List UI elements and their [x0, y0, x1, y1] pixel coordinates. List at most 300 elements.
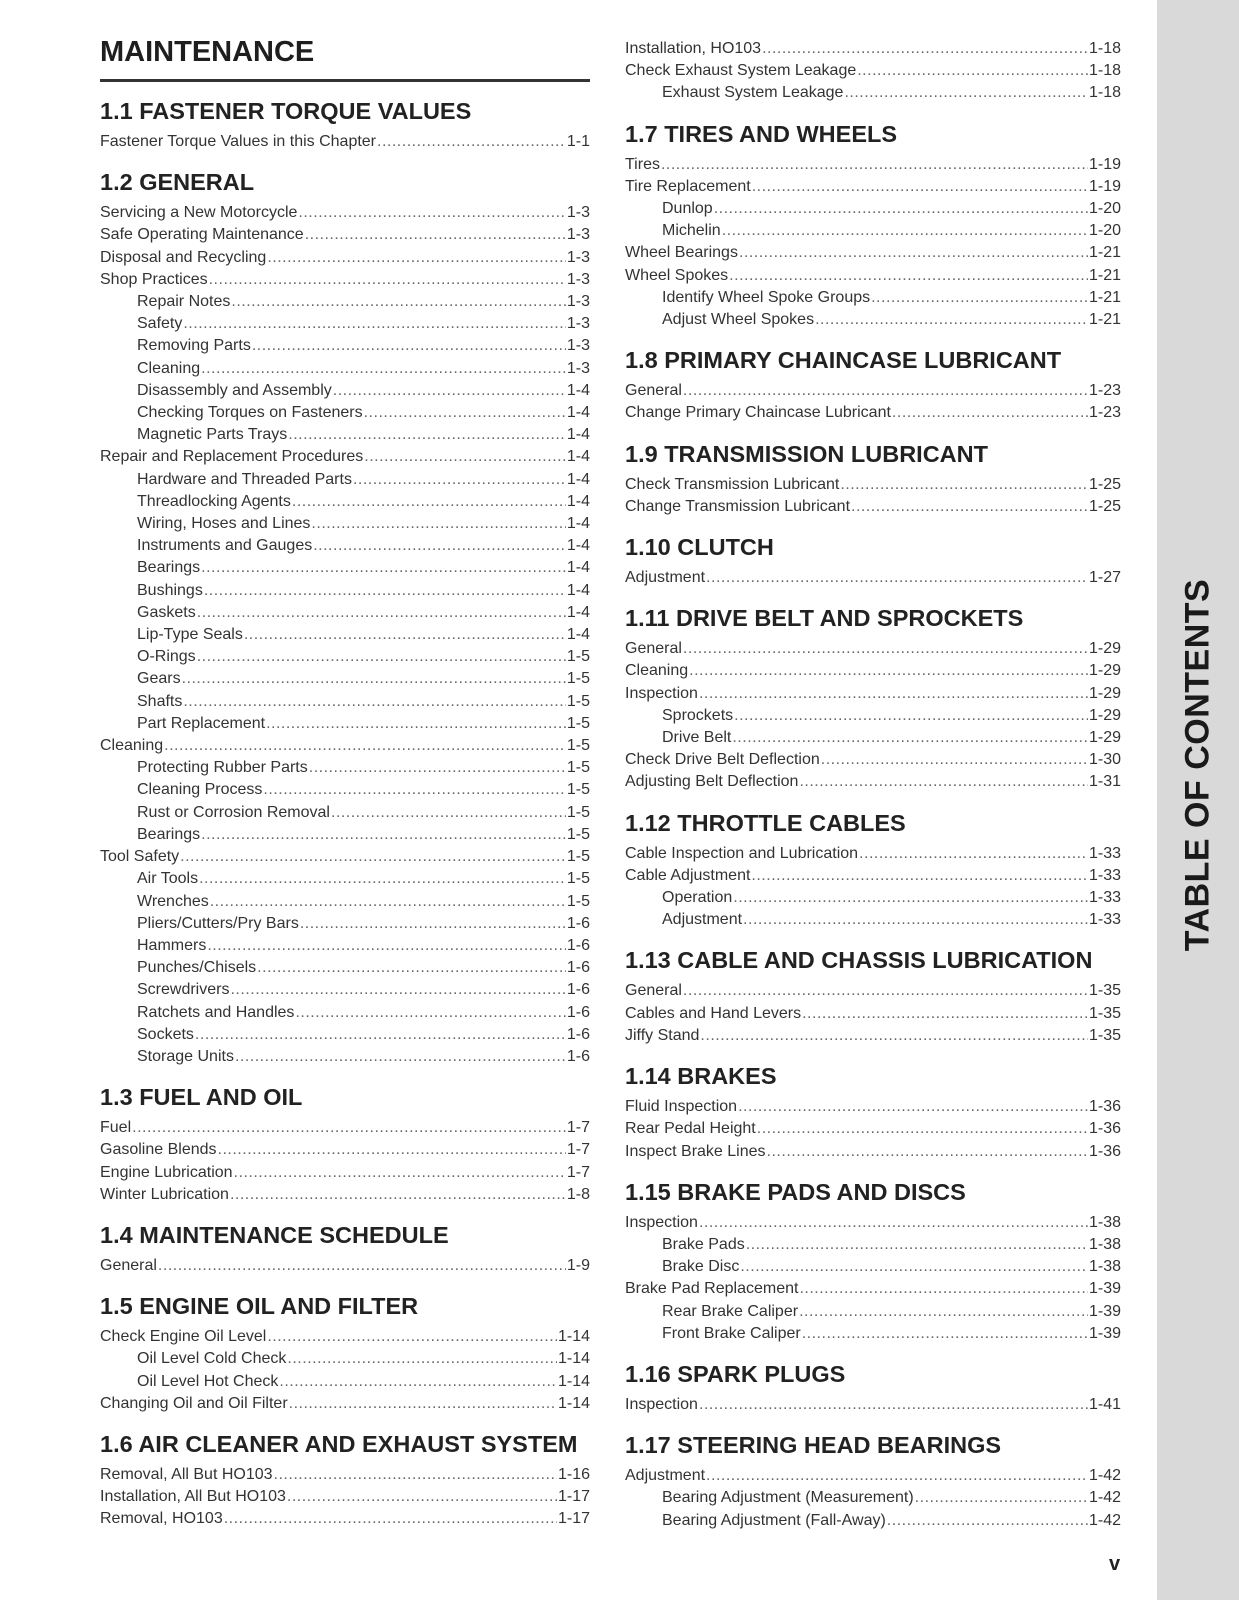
toc-entry-title: Repair Notes — [137, 293, 231, 311]
toc-entry-page: 1-36 — [1088, 1142, 1121, 1160]
toc-entry[interactable] — [100, 713, 590, 735]
toc-entry-title: Adjust Wheel Spokes — [662, 311, 815, 329]
toc-entry-page: 1-6 — [566, 981, 590, 999]
toc-entry-page: 1-21 — [1088, 311, 1121, 329]
section-heading[interactable]: 1.15 BRAKE PADS AND DISCS — [625, 1178, 966, 1205]
toc-entry-page: 1-18 — [1088, 84, 1121, 102]
toc-entry[interactable] — [100, 735, 590, 757]
toc-entry[interactable] — [100, 624, 590, 646]
toc-entry[interactable] — [100, 1508, 590, 1530]
toc-entry[interactable] — [100, 913, 590, 935]
dot-leader — [305, 224, 566, 246]
toc-entry-title: Check Drive Belt Deflection — [625, 751, 820, 769]
dot-leader — [840, 474, 1088, 496]
toc-entry-page: 1-9 — [566, 1256, 590, 1274]
toc-entry-page: 1-14 — [557, 1350, 590, 1368]
toc-entry-page: 1-42 — [1088, 1489, 1121, 1507]
toc-entry[interactable] — [100, 313, 590, 335]
dot-leader — [757, 1118, 1088, 1140]
dot-leader — [311, 513, 565, 535]
dot-leader — [183, 691, 566, 713]
dot-leader — [182, 668, 566, 690]
toc-entry-title: Gaskets — [137, 603, 196, 621]
toc-entry[interactable] — [625, 843, 1121, 865]
dot-leader — [231, 291, 566, 313]
toc-entry-page: 1-5 — [566, 714, 590, 732]
dot-leader — [132, 1117, 566, 1139]
toc-entry[interactable] — [100, 557, 590, 579]
dot-leader — [267, 1326, 557, 1348]
toc-entry-title: Wheel Bearings — [625, 244, 738, 262]
dot-leader — [746, 1234, 1088, 1256]
toc-entry[interactable] — [100, 402, 590, 424]
toc-entry-title: Check Engine Oil Level — [100, 1328, 267, 1346]
dot-leader — [230, 979, 565, 1001]
dot-leader — [279, 1371, 557, 1393]
toc-entry-title: Fuel — [100, 1119, 132, 1137]
dot-leader — [234, 1162, 566, 1184]
toc-entry[interactable] — [625, 154, 1121, 176]
continued-entries — [625, 38, 1121, 105]
dot-leader — [289, 1393, 557, 1415]
toc-entry-page: 1-5 — [566, 670, 590, 688]
toc-entry-title: Tool Safety — [100, 848, 180, 866]
toc-entry[interactable] — [100, 1002, 590, 1024]
toc-entry-title: Safety — [137, 315, 183, 333]
toc-entry-title: Adjustment — [625, 1467, 706, 1485]
dot-leader — [287, 1348, 557, 1370]
dot-leader — [298, 202, 565, 224]
toc-entry-page: 1-36 — [1088, 1120, 1121, 1138]
dot-leader — [743, 909, 1088, 931]
toc-entry[interactable] — [100, 513, 590, 535]
toc-entry-page: 1-6 — [566, 1003, 590, 1021]
dot-leader — [699, 1394, 1088, 1416]
toc-entry-title: Winter Lubrication — [100, 1185, 229, 1203]
dot-leader — [739, 242, 1088, 264]
toc-entry-page: 1-42 — [1088, 1511, 1121, 1529]
section-heading[interactable]: 1.9 TRANSMISSION LUBRICANT — [625, 440, 988, 467]
toc-entry[interactable] — [625, 474, 1121, 496]
toc-entry[interactable] — [625, 727, 1121, 749]
toc-entry[interactable] — [100, 358, 590, 380]
dot-leader — [699, 1212, 1088, 1234]
left-sections — [100, 98, 590, 1531]
dot-leader — [915, 1487, 1088, 1509]
toc-entry[interactable] — [100, 1139, 590, 1161]
toc-entry[interactable] — [625, 1025, 1121, 1047]
toc-entry[interactable] — [100, 602, 590, 624]
toc-entry[interactable] — [100, 1464, 590, 1486]
toc-entry[interactable] — [100, 691, 590, 713]
dot-leader — [851, 496, 1088, 518]
toc-entry-page: 1-20 — [1088, 200, 1121, 218]
toc-entry-title: Sprockets — [662, 706, 734, 724]
dot-leader — [244, 624, 566, 646]
toc-entry-title: Identify Wheel Spoke Groups — [662, 288, 871, 306]
toc-entry[interactable] — [625, 1118, 1121, 1140]
toc-entry-title: Engine Lubrication — [100, 1163, 233, 1181]
toc-entry-page: 1-5 — [566, 870, 590, 888]
toc-entry-page: 1-17 — [557, 1510, 590, 1528]
dot-leader — [683, 980, 1088, 1002]
toc-entry-page: 1-38 — [1088, 1235, 1121, 1253]
dot-leader — [333, 380, 566, 402]
dot-leader — [377, 131, 566, 153]
toc-entry-title: Instruments and Gauges — [137, 537, 313, 555]
dot-leader — [733, 887, 1088, 909]
toc-entry-page: 1-35 — [1088, 1026, 1121, 1044]
toc-entry[interactable] — [625, 1096, 1121, 1118]
toc-entry[interactable] — [625, 865, 1121, 887]
toc-entry-page: 1-5 — [566, 803, 590, 821]
toc-entry-title: Inspection — [625, 1213, 698, 1231]
toc-entry-title: Bearing Adjustment (Measurement) — [662, 1489, 914, 1507]
toc-entry-title: Servicing a New Motorcycle — [100, 204, 298, 222]
dot-leader — [738, 1096, 1088, 1118]
toc-entry-page: 1-14 — [557, 1372, 590, 1390]
dot-leader — [844, 82, 1088, 104]
toc-entry-page: 1-21 — [1088, 266, 1121, 284]
toc-entry-title: Installation, HO103 — [625, 40, 762, 57]
toc-entry-page: 1-33 — [1088, 866, 1121, 884]
toc-entry-page: 1-6 — [566, 914, 590, 932]
toc-entry-title: Removal, All But HO103 — [100, 1465, 273, 1483]
section-heading[interactable]: 1.14 BRAKES — [625, 1063, 777, 1090]
toc-entry[interactable] — [100, 269, 590, 291]
toc-entry-page: 1-29 — [1088, 706, 1121, 724]
dot-leader — [799, 771, 1088, 793]
toc-entry[interactable] — [625, 38, 1121, 60]
toc-entry[interactable] — [625, 496, 1121, 518]
toc-entry[interactable] — [100, 1184, 590, 1206]
section-heading[interactable]: 1.6 AIR CLEANER AND EXHAUST SYSTEM — [100, 1430, 578, 1457]
toc-entry-title: Michelin — [662, 222, 721, 240]
toc-entry-page: 1-29 — [1088, 729, 1121, 747]
toc-entry-page: 1-1 — [566, 133, 590, 150]
toc-entry-title: Bushings — [137, 581, 203, 599]
toc-entry-title: Tire Replacement — [625, 177, 751, 195]
toc-entry[interactable] — [625, 638, 1121, 660]
toc-entry[interactable] — [625, 1278, 1121, 1300]
toc-entry-title: Screwdrivers — [137, 981, 230, 999]
toc-entry[interactable] — [100, 1326, 590, 1348]
toc-entry[interactable] — [100, 469, 590, 491]
toc-entry[interactable] — [625, 1323, 1121, 1345]
side-tab-label: TABLE OF CONTENTS — [1178, 578, 1217, 952]
toc-entry-title: Change Transmission Lubricant — [625, 497, 851, 515]
dot-leader — [201, 824, 566, 846]
toc-entry[interactable] — [100, 846, 590, 868]
toc-entry-page: 1-4 — [566, 581, 590, 599]
toc-entry-title: Check Exhaust System Leakage — [625, 62, 857, 80]
dot-leader — [266, 713, 566, 735]
toc-entry-page: 1-35 — [1088, 982, 1121, 1000]
toc-entry-title: Adjustment — [625, 569, 706, 587]
toc-entry-title: Change Primary Chaincase Lubricant — [625, 404, 891, 422]
toc-entry[interactable] — [625, 309, 1121, 331]
toc-entry-page: 1-39 — [1088, 1302, 1121, 1320]
toc-entry[interactable] — [625, 380, 1121, 402]
dot-leader — [204, 580, 566, 602]
toc-entry[interactable] — [625, 82, 1121, 104]
dot-leader — [313, 535, 566, 557]
toc-entry-title: Part Replacement — [137, 714, 266, 732]
dot-leader — [815, 309, 1088, 331]
toc-entry-title: Hardware and Threaded Parts — [137, 470, 352, 488]
toc-entry[interactable] — [100, 131, 590, 153]
dot-leader — [734, 705, 1088, 727]
toc-entry-title: Cable Adjustment — [625, 866, 751, 884]
toc-entry-title: Rear Pedal Height — [625, 1120, 756, 1138]
toc-entry-page: 1-39 — [1088, 1280, 1121, 1298]
toc-entry[interactable] — [625, 198, 1121, 220]
toc-entry-page: 1-23 — [1088, 382, 1121, 400]
toc-entry[interactable] — [100, 957, 590, 979]
dot-leader — [199, 868, 566, 890]
toc-entry[interactable] — [100, 491, 590, 513]
toc-entry[interactable] — [100, 380, 590, 402]
toc-entry-title: Protecting Rubber Parts — [137, 759, 308, 777]
dot-leader — [892, 402, 1088, 424]
toc-entry-page: 1-3 — [566, 337, 590, 355]
toc-entry[interactable] — [100, 868, 590, 890]
toc-entry-title: Cleaning — [100, 737, 164, 755]
toc-entry-title: Brake Disc — [662, 1258, 740, 1276]
toc-entry-page: 1-25 — [1088, 497, 1121, 515]
toc-entry-page: 1-6 — [566, 936, 590, 954]
toc-entry[interactable] — [625, 1487, 1121, 1509]
toc-entry[interactable] — [100, 291, 590, 313]
toc-entry[interactable] — [100, 1255, 590, 1277]
page-number: v — [1109, 1553, 1121, 1575]
toc-entry-title: Exhaust System Leakage — [662, 84, 844, 102]
toc-entry-page: 1-27 — [1088, 569, 1121, 587]
dot-leader — [287, 1486, 557, 1508]
toc-entry[interactable] — [100, 1371, 590, 1393]
toc-entry[interactable] — [625, 980, 1121, 1002]
dot-leader — [210, 891, 566, 913]
dot-leader — [714, 198, 1088, 220]
toc-entry-title: General — [100, 1256, 157, 1274]
dot-leader — [263, 779, 565, 801]
toc-entry[interactable] — [625, 1256, 1121, 1278]
toc-entry-page: 1-4 — [566, 470, 590, 488]
toc-entry[interactable] — [100, 779, 590, 801]
section-heading[interactable]: 1.16 SPARK PLUGS — [625, 1360, 846, 1387]
toc-entry-title: Ratchets and Handles — [137, 1003, 295, 1021]
toc-entry-page: 1-14 — [557, 1394, 590, 1412]
toc-entry-page: 1-4 — [566, 626, 590, 644]
section-heading[interactable]: 1.8 PRIMARY CHAINCASE LUBRICANT — [625, 347, 1062, 374]
toc-entry[interactable] — [100, 446, 590, 468]
dot-leader — [224, 1508, 557, 1530]
toc-entry[interactable] — [100, 1348, 590, 1370]
dot-leader — [197, 602, 566, 624]
section-heading[interactable]: 1.5 ENGINE OIL AND FILTER — [100, 1293, 419, 1320]
toc-entry[interactable] — [625, 1510, 1121, 1532]
section-heading[interactable]: 1.13 CABLE AND CHASSIS LUBRICATION — [625, 947, 1093, 974]
toc-entry[interactable] — [625, 1394, 1121, 1416]
toc-entry[interactable] — [100, 646, 590, 668]
toc-entry[interactable] — [100, 802, 590, 824]
toc-entry[interactable] — [100, 424, 590, 446]
toc-entry[interactable] — [100, 1393, 590, 1415]
toc-entry[interactable] — [625, 567, 1121, 589]
toc-entry[interactable] — [625, 242, 1121, 264]
toc-entry-page: 1-33 — [1088, 844, 1121, 862]
toc-entry[interactable] — [625, 1212, 1121, 1234]
toc-entry-page: 1-4 — [566, 559, 590, 577]
section-heading[interactable]: 1.17 STEERING HEAD BEARINGS — [625, 1432, 1002, 1459]
dot-leader — [706, 567, 1088, 589]
dot-leader — [857, 60, 1088, 82]
right-sections — [625, 121, 1121, 1532]
toc-entry[interactable] — [100, 979, 590, 1001]
toc-entry[interactable] — [100, 935, 590, 957]
toc-entry-title: Cleaning — [625, 662, 689, 680]
toc-entry-page: 1-42 — [1088, 1467, 1121, 1485]
toc-entry[interactable] — [625, 1465, 1121, 1487]
toc-entry-title: Shafts — [137, 692, 183, 710]
toc-entry-title: Disposal and Recycling — [100, 248, 267, 266]
toc-entry-title: Cleaning — [137, 359, 201, 377]
toc-entry-page: 1-16 — [557, 1465, 590, 1483]
toc-entry[interactable] — [625, 909, 1121, 931]
toc-entry[interactable] — [625, 220, 1121, 242]
section-heading[interactable]: 1.3 FUEL AND OIL — [100, 1084, 303, 1111]
toc-entry-title: Magnetic Parts Trays — [137, 426, 288, 444]
toc-entry[interactable] — [625, 402, 1121, 424]
toc-entry[interactable] — [100, 202, 590, 224]
section-heading[interactable]: 1.2 GENERAL — [100, 169, 255, 196]
section-heading[interactable]: 1.12 THROTTLE CABLES — [625, 809, 906, 836]
dot-leader — [207, 935, 566, 957]
toc-entry-title: Pliers/Cutters/Pry Bars — [137, 914, 299, 932]
toc-entry[interactable] — [625, 705, 1121, 727]
toc-entry[interactable] — [100, 1486, 590, 1508]
section-heading[interactable]: 1.11 DRIVE BELT AND SPROCKETS — [625, 605, 1024, 632]
dot-leader — [180, 846, 566, 868]
toc-entry[interactable] — [100, 247, 590, 269]
toc-entry[interactable] — [625, 60, 1121, 82]
toc-entry-page: 1-25 — [1088, 475, 1121, 493]
section-heading[interactable]: 1.1 FASTENER TORQUE VALUES — [100, 98, 472, 124]
dot-leader — [195, 1024, 566, 1046]
toc-entry[interactable] — [625, 887, 1121, 909]
toc-entry[interactable] — [625, 683, 1121, 705]
section-heading[interactable]: 1.10 CLUTCH — [625, 534, 774, 561]
toc-entry[interactable] — [100, 757, 590, 779]
toc-entry-title: Rear Brake Caliper — [662, 1302, 799, 1320]
toc-entry-page: 1-18 — [1088, 40, 1121, 57]
dot-leader — [235, 1046, 566, 1068]
toc-entry-title: Brake Pads — [662, 1235, 745, 1253]
toc-entry-page: 1-21 — [1088, 244, 1121, 262]
toc-entry[interactable] — [100, 580, 590, 602]
toc-entry-title: Brake Pad Replacement — [625, 1280, 799, 1298]
toc-entry-title: Adjusting Belt Deflection — [625, 773, 799, 791]
toc-entry[interactable] — [100, 535, 590, 557]
toc-entry-title: Hammers — [137, 936, 207, 954]
toc-entry-page: 1-5 — [566, 692, 590, 710]
chapter-title: MAINTENANCE — [100, 36, 590, 82]
toc-entry-title: Oil Level Cold Check — [137, 1350, 287, 1368]
toc-entry[interactable] — [100, 1117, 590, 1139]
toc-entry-title: Punches/Chisels — [137, 959, 257, 977]
dot-leader — [300, 913, 566, 935]
toc-entry[interactable] — [625, 1141, 1121, 1163]
toc-entry-page: 1-8 — [566, 1185, 590, 1203]
dot-leader — [762, 38, 1088, 60]
dot-leader — [700, 1025, 1088, 1047]
toc-entry[interactable] — [100, 1162, 590, 1184]
toc-entry-title: Jiffy Stand — [625, 1026, 700, 1044]
toc-entry[interactable] — [625, 1234, 1121, 1256]
section-heading[interactable]: 1.7 TIRES AND WHEELS — [625, 120, 898, 147]
toc-entry[interactable] — [625, 176, 1121, 198]
toc-entry-page: 1-3 — [566, 204, 590, 222]
toc-entry-title: Wiring, Hoses and Lines — [137, 515, 311, 533]
toc-entry-page: 1-33 — [1088, 889, 1121, 907]
toc-entry-title: Tires — [625, 155, 660, 173]
toc-entry-page: 1-4 — [566, 448, 590, 466]
toc-entry[interactable] — [625, 265, 1121, 287]
toc-entry-title: Bearings — [137, 559, 201, 577]
toc-entry-title: Changing Oil and Oil Filter — [100, 1394, 288, 1412]
toc-entry[interactable] — [100, 224, 590, 246]
toc-entry[interactable] — [100, 335, 590, 357]
toc-entry-page: 1-3 — [566, 270, 590, 288]
toc-entry[interactable] — [625, 771, 1121, 793]
dot-leader — [292, 491, 566, 513]
toc-entry-title: Front Brake Caliper — [662, 1324, 801, 1342]
toc-entry-page: 1-5 — [566, 781, 590, 799]
toc-entry-page: 1-5 — [566, 848, 590, 866]
toc-entry-title: Checking Torques on Fasteners — [137, 404, 363, 422]
section-heading[interactable]: 1.4 MAINTENANCE SCHEDULE — [100, 1221, 449, 1248]
dot-leader — [164, 735, 566, 757]
toc-entry-title: Fluid Inspection — [625, 1098, 738, 1116]
toc-entry[interactable] — [625, 660, 1121, 682]
toc-entry-page: 1-6 — [566, 959, 590, 977]
toc-entry[interactable] — [625, 287, 1121, 309]
toc-entry[interactable] — [100, 824, 590, 846]
toc-entry-page: 1-7 — [566, 1141, 590, 1159]
dot-leader — [252, 335, 566, 357]
toc-entry[interactable] — [100, 1024, 590, 1046]
toc-entry-title: Wrenches — [137, 892, 209, 910]
toc-entry-title: Air Tools — [137, 870, 199, 888]
dot-leader — [802, 1003, 1088, 1025]
toc-entry-page: 1-4 — [566, 492, 590, 510]
toc-entry[interactable] — [100, 891, 590, 913]
toc-entry-title: Cable Inspection and Lubrication — [625, 844, 859, 862]
dot-leader — [751, 865, 1088, 887]
dot-leader — [859, 843, 1088, 865]
toc-entry[interactable] — [625, 1003, 1121, 1025]
dot-leader — [722, 220, 1088, 242]
toc-entry-page: 1-41 — [1088, 1395, 1121, 1413]
toc-entry-title: Gasoline Blends — [100, 1141, 217, 1159]
toc-entry-page: 1-4 — [566, 603, 590, 621]
dot-leader — [683, 380, 1088, 402]
toc-entry[interactable] — [625, 1301, 1121, 1323]
toc-entry[interactable] — [100, 668, 590, 690]
toc-entry[interactable] — [625, 749, 1121, 771]
toc-entry[interactable] — [100, 1046, 590, 1068]
toc-entry-page: 1-18 — [1088, 62, 1121, 80]
